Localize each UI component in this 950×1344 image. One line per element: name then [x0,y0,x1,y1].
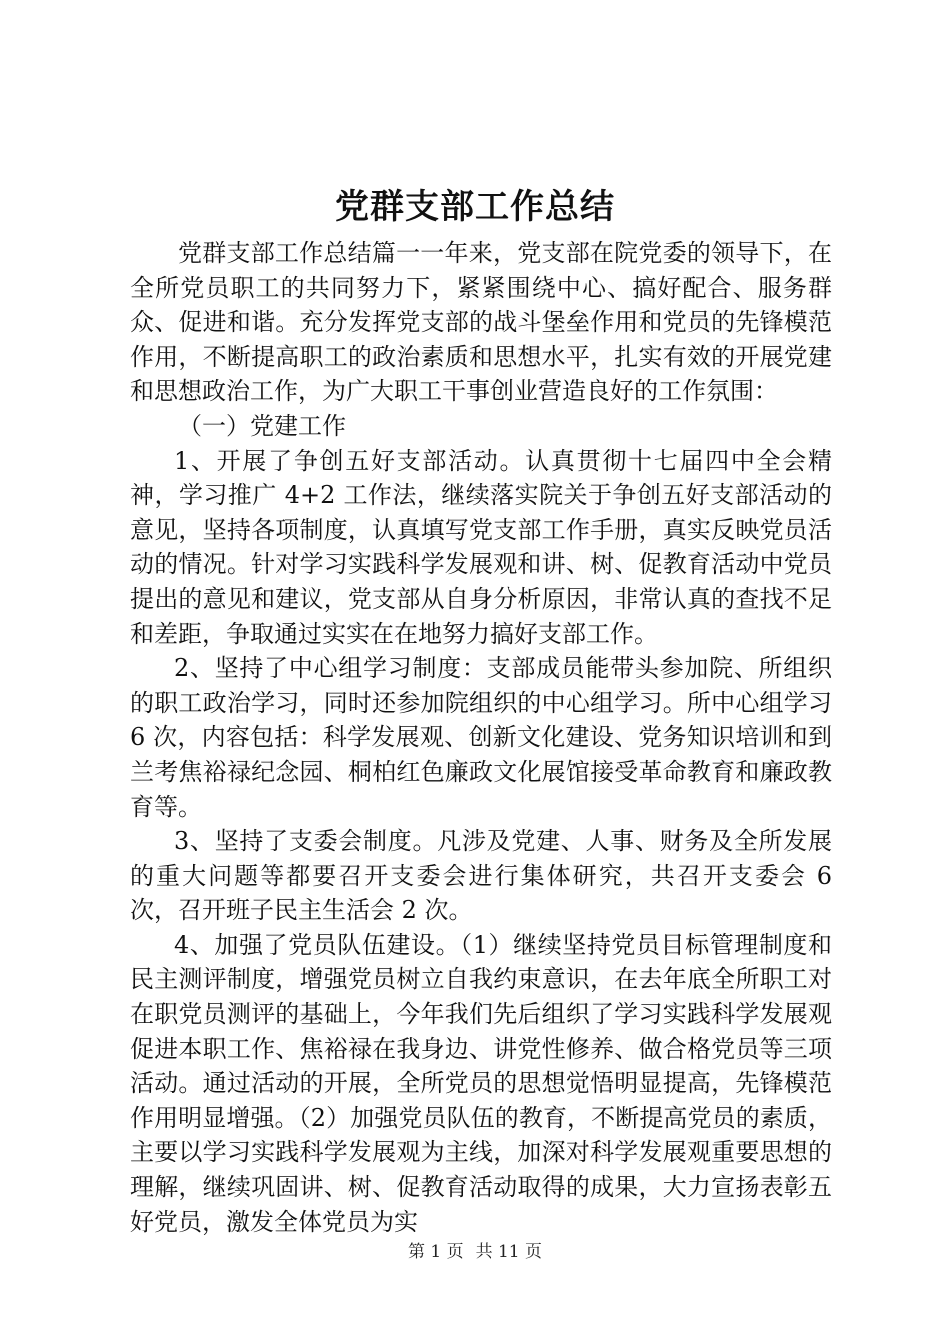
page-total: 共 11 页 [475,1242,543,1262]
section-heading: （一）党建工作 [178,411,346,440]
item-paragraph-1: 1、开展了争创五好支部活动。认真贯彻十七届四中全会精神，学习推广 4+2 工作法，继续落实院关于争创五好支部活动的意见，坚持各项制度，认真填写党支部工作手册，真实反映党员活动的情况。针对学习实践科学发展观和讲、树、促教育活动中党员提出的意见和建议，党支部从自身分析原因，非常认真的查找不足和差距，争取通过实实在在地努力搞好支部工作。 [130,446,832,648]
page-number: 第 1 页 [407,1242,464,1262]
document-body [130,236,832,1239]
item-paragraph-2: 2、坚持了中心组学习制度：支部成员能带头参加院、所组织的职工政治学习，同时还参加院组织的中心组学习。所中心组学习 6 次，内容包括：科学发展观、创新文化建设、党务知识培训和到兰考焦裕禄纪念园、桐柏红色廉政文化展馆接受革命教育和廉政教育等。 [130,654,832,821]
item-paragraph-3: 3、坚持了支委会制度。凡涉及党建、人事、财务及全所发展的重大问题等都要召开支委会进行集体研究，共召开支委会 6 次，召开班子民主生活会 2 次。 [130,827,832,925]
item-paragraph-4: 4、加强了党员队伍建设。（1）继续坚持党员目标管理制度和民主测评制度，增强党员树立自我约束意识，在去年底全所职工对在职党员测评的基础上，今年我们先后组织了学习实践科学发展观促进本职工作、焦裕禄在我身边、讲党性修养、做合格党员等三项活动。通过活动的开展，全所党员的思想觉悟明显提高，先锋模范作用明显增强。（2）加强党员队伍的教育，不断提高党员的素质，主要以学习实践科学发展观为主线，加深对科学发展观重要思想的理解，继续巩固讲、树、促教育活动取得的成果，大力宣扬表彰五好党员，激发全体党员为实 [130,930,832,1236]
page-footer [0,1240,950,1264]
intro-paragraph: 党群支部工作总结篇一一年来，党支部在院党委的领导下，在全所党员职工的共同努力下，紧紧围绕中心、搞好配合、服务群众、促进和谐。充分发挥党支部的战斗堡垒作用和党员的先锋模范作用，不断提高职工的政治素质和思想水平，扎实有效的开展党建和思想政治工作，为广大职工干事创业营造良好的工作氛围： [130,239,832,406]
document-title: 党群支部工作总结 [335,187,615,227]
